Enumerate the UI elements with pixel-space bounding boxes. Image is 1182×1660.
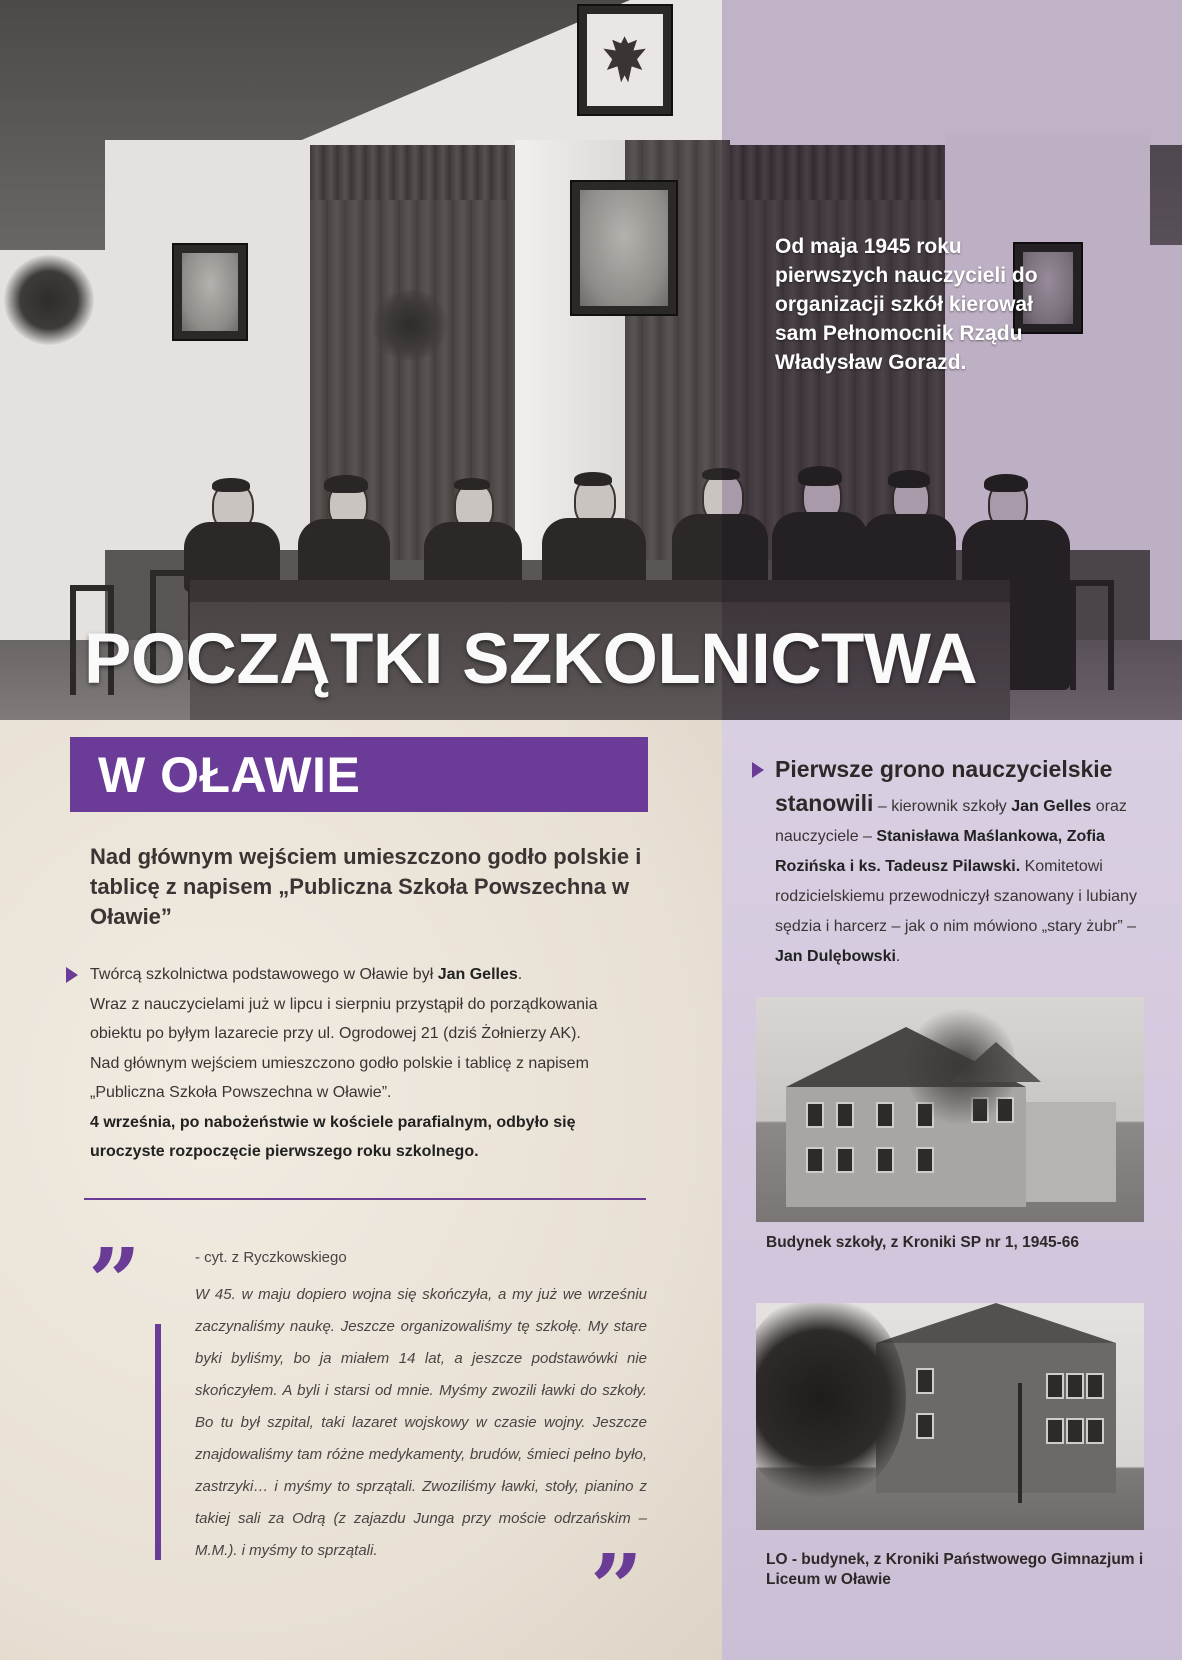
teachers-heading: Pierwsze grono nauczycielskie stanowili <box>775 756 1113 816</box>
quote-bar <box>155 1324 161 1560</box>
quote-source: - cyt. z Ryczkowskiego <box>195 1249 347 1266</box>
quote-close-icon: ” <box>590 1534 643 1642</box>
subtitle-text: W OŁAWIE <box>98 746 361 803</box>
stage-panel-left <box>105 140 310 550</box>
page-title: POCZĄTKI SZKOLNICTWA <box>84 620 978 699</box>
portrait-left <box>172 243 248 341</box>
wreath-center <box>370 290 450 360</box>
photo-lo-building <box>756 1303 1144 1530</box>
eagle-emblem-frame <box>577 4 673 116</box>
body-paragraph: Twórcą szkolnictwa podstawowego w Oławie był Jan Gelles. Wraz z nauczycielami już w lipcu i sierpniu przystąpił do porządkowania obiektu po byłym lazarecie przy ul. Ogrodowej 21 (dziś Żołnierzy AK). Nad głównym wejściem umieszczono godło polskie i tablicę z napisem „Publiczna Szkoła Powszechna w Oławie”. 4 września, po nabożeństwie w kościele parafialnym, odbyło się uroczyste rozpoczęcie pierwszego roku szkolnego. <box>90 966 598 1160</box>
photo1-caption: Budynek szkoły, z Kroniki SP nr 1, 1945-66 <box>766 1234 1079 1251</box>
lead-paragraph: Nad głównym wejściem umieszczono godło polskie i tablicę z napisem „Publiczna Szkoła Powszechna w Oławie” <box>90 844 642 929</box>
tree <box>906 1007 1016 1127</box>
bullet-arrow-icon <box>752 762 764 778</box>
photo2-caption: LO - budynek, z Kroniki Państwowego Gimnazjum i Liceum w Oławie <box>766 1551 1144 1588</box>
hero-caption: Od maja 1945 roku pierwszych nauczycieli do organizacji szkół kierował sam Pełnomocnik Rządu Władysław Gorazd. <box>775 235 1038 374</box>
bullet-arrow-icon <box>66 967 78 983</box>
name-jan-gelles: Jan Gelles <box>437 966 518 983</box>
lamp-post <box>1018 1383 1022 1503</box>
body-emphasis: 4 września, po nabożeństwie w kościele parafialnym, odbyło się uroczyste rozpoczęcie pierwszego roku szkolnego. <box>90 1113 576 1160</box>
photo-school-building <box>756 997 1144 1222</box>
subtitle-banner <box>70 737 648 812</box>
wreath-left <box>4 255 94 345</box>
divider <box>84 1198 646 1200</box>
eagle-icon <box>598 28 651 92</box>
quote-open-icon: ” <box>88 1228 141 1336</box>
teachers-paragraph: Pierwsze grono nauczycielskie stanowili – kierownik szkoły Jan Gelles oraz nauczyciele – Stanisława Maślankowa, Zofia Rozińska i ks. Tadeusz Pilawski. Komitetowi rodzicielskiemu przewodniczył szanowany i lubiany sędzia i harcerz – jak o nim mówiono „stary żubr” – Jan Dulębowski. <box>775 756 1137 965</box>
portrait-center <box>570 180 678 316</box>
quote-text: W 45. w maju dopiero wojna się skończyła, a my już we wrześniu zaczynaliśmy naukę. Jeszcze organizowaliśmy tę szkołę. My stare byki byliśmy, bo ja miałem 14 lat, a jeszcze podstawówki nie skończyłem. A byli i starsi od mnie. Myśmy zwozili ławki do szkoły. Bo tu był szpital, taki lazaret wojskowy w czasie wojny. Jeszcze znajdowaliśmy tam różne medykamenty, brudów, śmieci pełno było, zastrzyki… i myśmy to sprzątali. Zwoziliśmy ławki, stoły, pianino z takiej sali za Odrą (z zajazdu Junga przy moście odrzańskim – M.M.). i myśmy to sprzątali. <box>195 1286 647 1559</box>
